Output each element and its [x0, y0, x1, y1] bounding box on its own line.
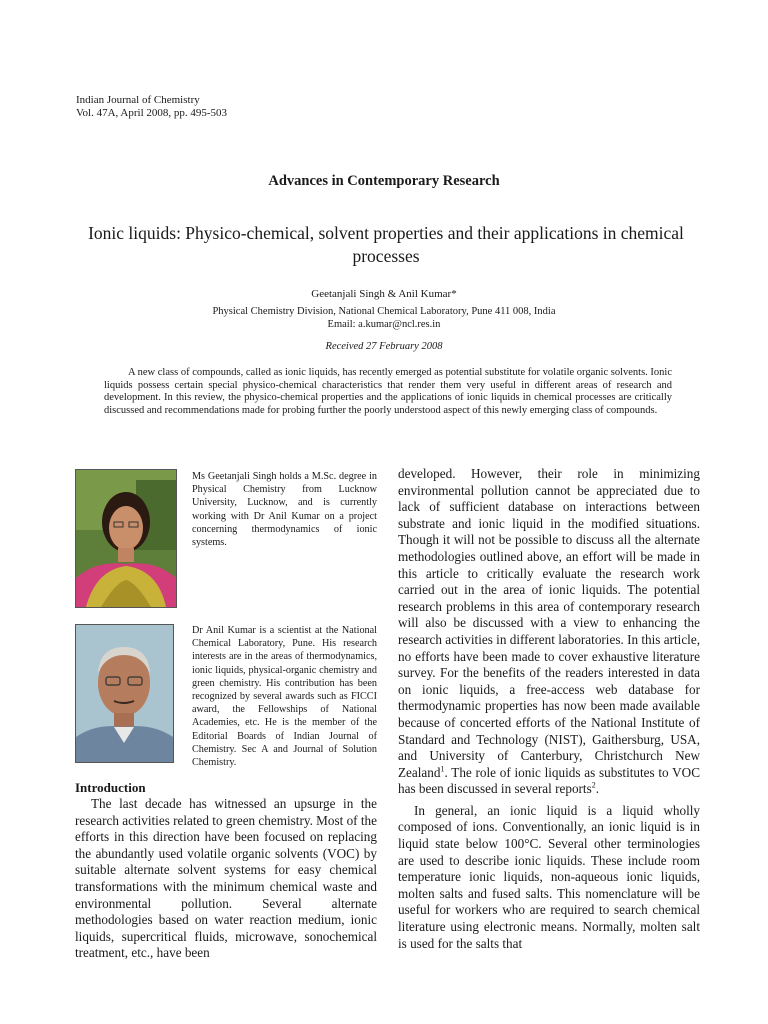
bio-kumar: Dr Anil Kumar is a scientist at the National Chemical Laboratory, Pune. His research interests are in the areas of thermodynamics, ionic liquids, physical-organic chemistry and green chemistry. His contribution has been recognized by several awards such as FICCI award, the Fellowships of National Academies, etc. He is the member of the Editorial Boards of Indian Journal of Chemistry. Sec A and Journal of Solution Chemistry.	[192, 625, 377, 769]
article-title: Ionic liquids: Physico-chemical, solvent properties and their applications in chemical processes	[88, 223, 684, 266]
affiliation-block	[0, 306, 768, 331]
journal-volume: Vol. 47A, April 2008, pp. 495-503	[76, 107, 228, 119]
body-paragraph: In general, an ionic liquid is a liquid wholly composed of ions. Conventionally, an ionic liquid is in liquid state below 100°C. Several other terminologies are used to describe ionic liquids. These include room temperature ionic liquids, non-aqueous ionic liquids, molten salts and fused salts. This nomenclature will be useful for workers who are required to search chemical literature using electronic means. Normally, molten salt is used for the salts that	[398, 802, 700, 951]
bio-singh: Ms Geetanjali Singh holds a M.Sc. degree in Physical Chemistry from Lucknow University, Lucknow, and is currently working with Dr Anil Kumar on a project concerning thermodynamics of ionic systems.	[192, 471, 377, 549]
author-photo-kumar	[75, 624, 174, 763]
reference-marker[interactable]: 1	[440, 764, 445, 774]
journal-info	[76, 94, 227, 120]
journal-name: Indian Journal of Chemistry	[76, 94, 200, 106]
received-date: Received 27 February 2008	[325, 341, 443, 352]
email: Email: a.kumar@ncl.res.in	[327, 318, 441, 330]
body-paragraph	[398, 466, 700, 798]
body-text: .	[595, 781, 600, 797]
affiliation: Physical Chemistry Division, National Chemical Laboratory, Pune 411 008, India	[212, 306, 556, 317]
reference-marker[interactable]: 2	[591, 780, 596, 790]
introduction-section	[75, 780, 377, 962]
author-photo-singh	[75, 469, 177, 608]
portrait-image	[76, 470, 176, 607]
portrait-image	[76, 625, 173, 762]
right-column	[398, 466, 700, 952]
abstract: A new class of compounds, called as ionic liquids, has recently emerged as potential substitute for volatile organic solvents. Ionic liquids possess certain special physico-chemical characteristics that render them very useful in different areas of research and development. In this review, the physico-chemical properties and the applications of ionic liquids in chemical processes are critically discussed and recommendations made for probing further the poorly understood aspect of this newly emerging class of compounds.	[104, 367, 672, 416]
introduction-heading: Introduction	[75, 780, 146, 795]
authors: Geetanjali Singh & Anil Kumar*	[311, 288, 457, 300]
introduction-paragraph: The last decade has witnessed an upsurge in the research activities related to green chemistry. Most of the efforts in this direction have been focused on replacing the abundantly used volatile organic solvents (VOC) by suitable alternate solvent systems for easy chemical transformations with the minimum chemical waste and environmental pollution. Several alternate methodologies based on water reaction medium, ionic liquids, supercritical fluids, microwave, sonochemical treatment, etc., have been	[75, 796, 377, 961]
section-title: Advances in Contemporary Research	[268, 173, 500, 189]
body-text: . The role of ionic liquids as substitutes to VOC has been discussed in several reports	[398, 764, 700, 797]
body-text: developed. However, their role in minimizing environmental pollution cannot be appreciated due to lack of sufficient database on interactions between substrate and ionic liquid in the modified situations. Though it will not be possible to discuss all the alternate methodologies outlined above, an effort will be made in this article to critically evaluate the research work carried out in the area of ionic liquids. The potential research problems in this area of contemporary research will also be discussed with a view to enhancing the research activities in different laboratories. In this article, no efforts have been made to cover exhaustive literature survey. For the benefits of the readers interested in data on ionic liquids, a free-access web database for thermodynamic properties has now been made available because of concerted efforts of the National Institute of Standard and Technology (NIST), Gaithersburg, USA, and University of Canterbury, Christchurch New Zealand	[398, 466, 700, 780]
